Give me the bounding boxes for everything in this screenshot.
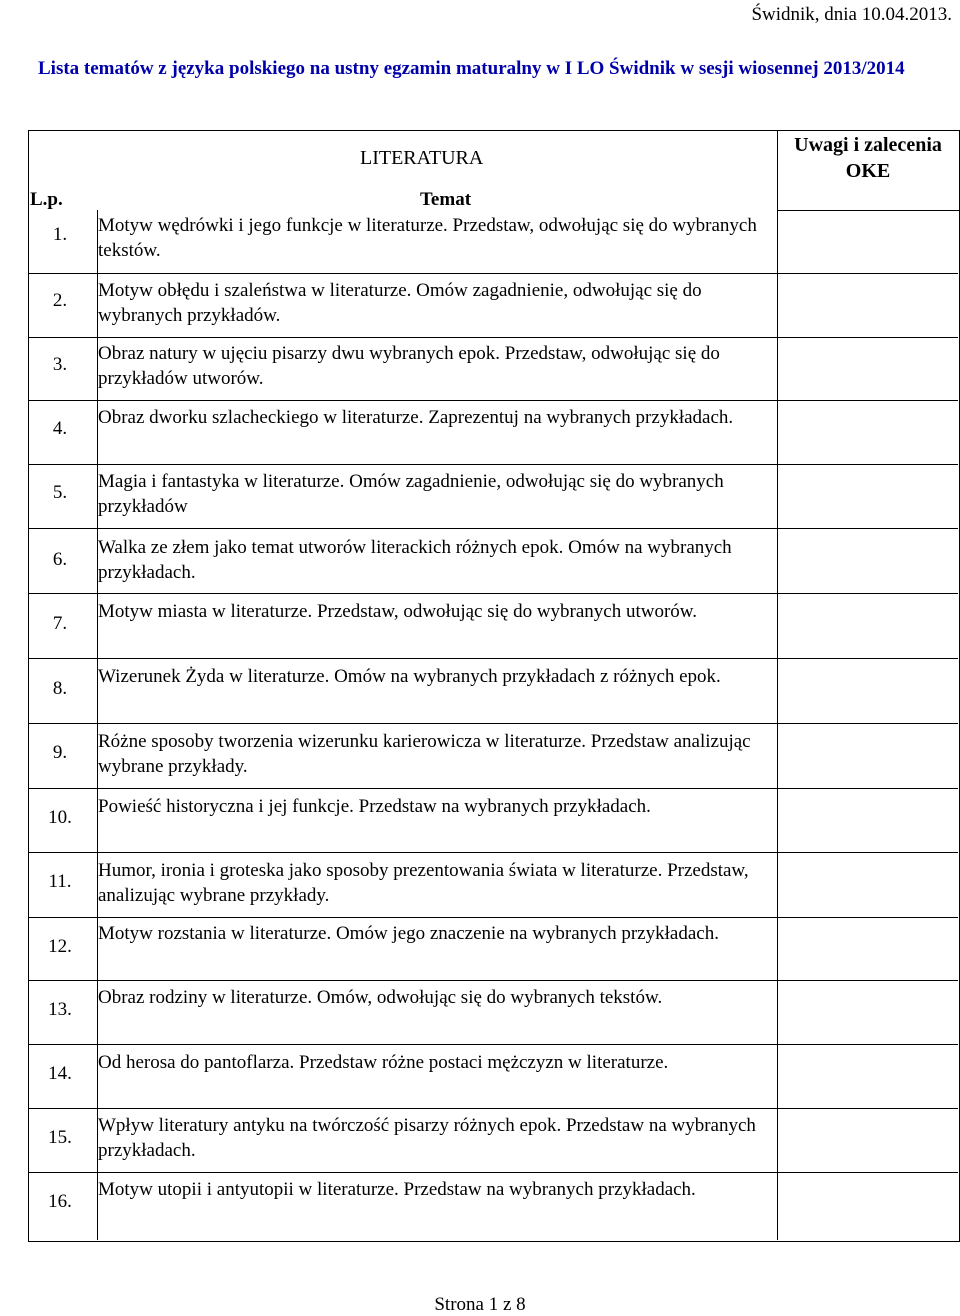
- row-divider: [28, 788, 958, 789]
- row-topic: Różne sposoby tworzenia wizerunku karierowicza w literaturze. Przedstaw analizując wybrane przykłady.: [98, 731, 751, 777]
- lp-column-header: L.p.: [30, 189, 63, 210]
- row-topic: Motyw miasta w literaturze. Przedstaw, odwołując się do wybranych utworów.: [98, 601, 698, 622]
- page-footer: Strona 1 z 8: [434, 1294, 526, 1315]
- row-divider: [28, 852, 958, 853]
- document-title: Lista tematów z języka polskiego na ustny egzamin maturalny w I LO Świdnik w sesji wiosennej 2013/2014: [38, 58, 905, 79]
- row-number: 14.: [48, 1063, 72, 1084]
- row-topic: Obraz natury w ujęciu pisarzy dwu wybranych epok. Przedstaw, odwołując się do przykładów utworów.: [98, 343, 720, 389]
- row-number: 9.: [52, 742, 68, 763]
- column-divider: [777, 210, 778, 1240]
- row-number: 1.: [52, 224, 68, 245]
- row-divider: [28, 917, 958, 918]
- row-topic: Motyw utopii i antyutopii w literaturze. Przedstaw na wybranych przykładach.: [98, 1179, 696, 1200]
- row-number: 15.: [48, 1127, 72, 1148]
- section-label: LITERATURA: [360, 147, 484, 169]
- row-topic: Humor, ironia i groteska jako sposoby prezentowania świata w literaturze. Przedstaw, analizując wybrane przykłady.: [98, 860, 749, 906]
- row-number: 13.: [48, 999, 72, 1020]
- row-divider: [28, 723, 958, 724]
- row-number: 8.: [52, 678, 68, 699]
- row-divider: [28, 1108, 958, 1109]
- row-topic: Od herosa do pantoflarza. Przedstaw różne postaci mężczyzn w literaturze.: [98, 1052, 669, 1073]
- row-number: 5.: [52, 482, 68, 503]
- row-divider: [28, 528, 958, 529]
- row-divider: [28, 593, 958, 594]
- row-number: 16.: [48, 1191, 72, 1212]
- row-number: 4.: [52, 418, 68, 439]
- row-divider: [28, 1044, 958, 1045]
- row-topic: Powieść historyczna i jej funkcje. Przedstaw na wybranych przykładach.: [98, 796, 651, 817]
- row-divider: [28, 1172, 958, 1173]
- row-topic: Motyw rozstania w literaturze. Omów jego znaczenie na wybranych przykładach.: [98, 923, 719, 944]
- topic-column-header: Temat: [420, 189, 472, 210]
- row-number: 7.: [52, 613, 68, 634]
- row-divider: [28, 273, 958, 274]
- row-topic: Walka ze złem jako temat utworów literackich różnych epok. Omów na wybranych przykładach.: [98, 537, 732, 583]
- row-divider: [28, 464, 958, 465]
- row-number: 6.: [52, 549, 68, 570]
- row-topic: Obraz rodziny w literaturze. Omów, odwołując się do wybranych tekstów.: [98, 987, 663, 1008]
- row-divider: [28, 337, 958, 338]
- row-topic: Motyw obłędu i szaleństwa w literaturze. Omów zagadnienie, odwołując się do wybranych przykładów.: [98, 280, 702, 326]
- row-number: 10.: [48, 807, 72, 828]
- row-number: 2.: [52, 290, 68, 311]
- row-divider: [28, 980, 958, 981]
- row-topic: Wizerunek Żyda w literaturze. Omów na wybranych przykładach z różnych epok.: [98, 666, 721, 687]
- row-topic: Magia i fantastyka w literaturze. Omów zagadnienie, odwołując się do wybranych przykładów: [98, 471, 724, 517]
- row-number: 11.: [48, 871, 72, 892]
- row-topic: Motyw wędrówki i jego funkcje w literaturze. Przedstaw, odwołując się do wybranych tekstów.: [98, 215, 757, 261]
- row-divider: [28, 400, 958, 401]
- row-topic: Obraz dworku szlacheckiego w literaturze. Zaprezentuj na wybranych przykładach.: [98, 407, 734, 428]
- row-topic: Wpływ literatury antyku na twórczość pisarzy różnych epok. Przedstaw na wybranych przykładach.: [98, 1115, 756, 1161]
- remarks-header: Uwagi i zalecenia OKE: [794, 134, 942, 182]
- document-date: Świdnik, dnia 10.04.2013.: [751, 4, 952, 25]
- row-divider: [28, 658, 958, 659]
- row-number: 3.: [52, 354, 68, 375]
- row-number: 12.: [48, 936, 72, 957]
